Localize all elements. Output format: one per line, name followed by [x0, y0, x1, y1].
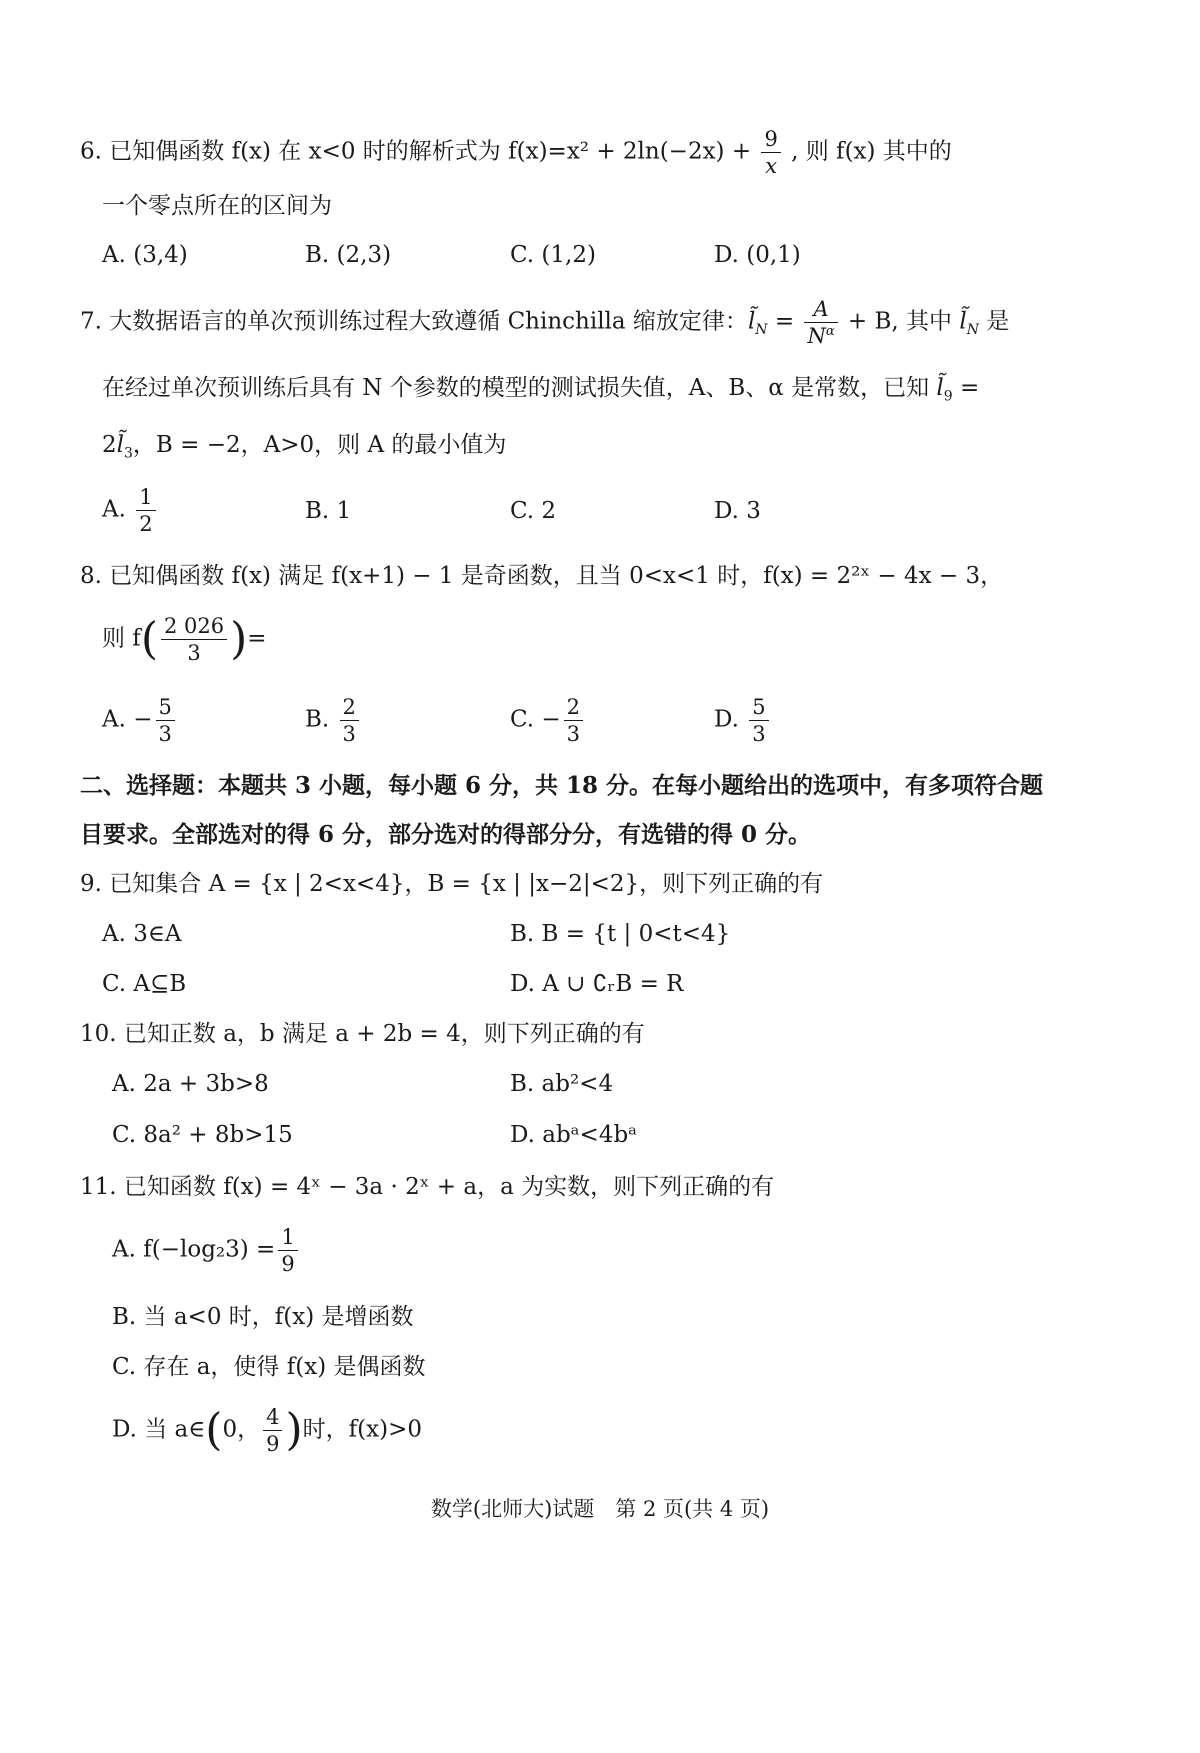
q8-option-b-den: 3 [342, 722, 356, 747]
q9-option-d: D. A ∪ ∁ᵣB = R [510, 971, 684, 997]
q9-option-c: C. A⊆B [102, 971, 187, 997]
q8-frac-num: 2 026 [161, 615, 227, 640]
q7-stem-line2 [102, 377, 979, 404]
q7-loss-sub-9: 9 [943, 388, 953, 405]
q7-fraction [804, 298, 837, 347]
q7-stem-text: 7. 大数据语言的单次预训练过程大致遵循 Chinchilla 缩放定律： [80, 308, 748, 335]
q8-option-d-fraction [749, 696, 768, 745]
q8-option-b-num: 2 [340, 696, 359, 721]
q6-frac-num: 9 [761, 128, 780, 153]
q8-option-c-num: 2 [564, 696, 583, 721]
q7-frac-num: A [804, 298, 837, 323]
q6-option-c: C. (1,2) [510, 242, 596, 268]
q7-stem-mid: + B, 其中 [847, 308, 960, 335]
q8-stem-line2 [102, 615, 267, 664]
q9-stem: 9. 已知集合 A = {x | 2<x<4}，B = {x | |x−2|<2}，则下列正确的有 [80, 871, 824, 897]
q8-option-c [510, 696, 586, 745]
q6-option-a: A. (3,4) [102, 242, 188, 268]
q11-stem: 11. 已知函数 f(x) = 4ˣ − 3a · 2ˣ + a，a 为实数，则下列正确的有 [80, 1174, 775, 1200]
q7-equals: = [767, 308, 802, 335]
q11-option-d-end: 时，f(x)>0 [302, 1416, 422, 1443]
q11-option-d [112, 1406, 422, 1455]
q8-frac-den: 3 [187, 641, 201, 666]
q8-option-d [714, 696, 772, 745]
q6-option-b: B. (2,3) [305, 242, 392, 268]
q7-option-a [102, 486, 159, 535]
q7-loss-symbol-2: l̃ [959, 308, 967, 335]
q10-stem: 10. 已知正数 a，b 满足 a + 2b = 4，则下列正确的有 [80, 1021, 645, 1047]
q7-loss-symbol-3: l̃ [936, 375, 944, 401]
q7-stem-line3-text: ，B = −2，A>0，则 A 的最小值为 [132, 432, 507, 458]
q8-option-c-den: 3 [566, 722, 581, 747]
q6-stem-line2: 一个零点所在的区间为 [102, 193, 332, 219]
q7-option-b: B. 1 [305, 498, 352, 524]
q6-frac-den: x [765, 154, 778, 179]
q11-option-b: B. 当 a<0 时，f(x) 是增函数 [112, 1304, 414, 1330]
q8-option-b-label: B. [305, 706, 337, 733]
q8-option-a-den: 3 [158, 722, 172, 747]
q11-option-a-text: A. f(−log₂3) = [112, 1236, 276, 1263]
q8-option-d-label: D. [714, 706, 747, 733]
q8-option-b-fraction [340, 696, 359, 745]
q7-option-a-fraction [136, 486, 155, 535]
q11-option-a-num: 1 [278, 1226, 297, 1251]
q8-option-c-fraction [564, 696, 583, 745]
q8-left-paren: ( [140, 613, 158, 665]
q11-option-a-fraction [278, 1226, 297, 1275]
q8-stem: 8. 已知偶函数 f(x) 满足 f(x+1) − 1 是奇函数，且当 0<x<1 时，f(x) = 2²ˣ − 4x − 3， [80, 563, 1004, 589]
q6-stem-text: 6. 已知偶函数 f(x) 在 x<0 时的解析式为 f(x)=x² + 2ln(−2x) + [80, 138, 752, 165]
q7-option-a-label: A. [102, 496, 134, 523]
q11-option-c: C. 存在 a，使得 f(x) 是偶函数 [112, 1354, 426, 1380]
q8-option-b [305, 696, 362, 745]
q8-line2-pre: 则 f [102, 625, 141, 652]
q9-option-b: B. B = {t | 0<t<4} [510, 921, 731, 947]
page-footer: 数学(北师大)试题 第 2 页(共 4 页) [430, 1497, 770, 1521]
q10-option-a: A. 2a + 3b>8 [112, 1071, 269, 1097]
q6-stem-end: , 则 f(x) 其中的 [791, 138, 952, 165]
q8-line2-post: = [247, 625, 267, 652]
q6-stem [80, 128, 952, 177]
q7-frac-den [804, 323, 837, 347]
q8-right-paren: ) [230, 613, 248, 665]
section2-heading: 二、选择题：本题共 3 小题，每小题 6 分，共 18 分。在每小题给出的选项中，有多项符合题 [80, 772, 1044, 799]
q8-fraction [161, 615, 227, 664]
q11-option-d-inner: 0， [222, 1416, 261, 1443]
section2-heading-line2: 目要求。全部选对的得 6 分，部分选对的得部分分，有选错的得 0 分。 [80, 821, 812, 848]
q11-option-d-text: D. 当 a∈ [112, 1416, 206, 1443]
q7-loss-symbol-4: l̃ [116, 432, 124, 458]
q8-option-a [102, 696, 178, 745]
q10-option-d: D. abᵃ<4bᵃ [510, 1122, 638, 1148]
q8-option-a-num: 5 [156, 696, 175, 721]
q7-option-d: D. 3 [714, 498, 761, 524]
q11-option-a-den: 9 [281, 1252, 295, 1277]
q7-option-a-num: 1 [136, 486, 155, 511]
q6-option-d: D. (0,1) [714, 242, 801, 268]
q8-option-a-fraction [156, 696, 175, 745]
q11-left-paren: ( [205, 1404, 223, 1456]
q11-right-paren: ) [285, 1404, 303, 1456]
q7-stem-line3 [102, 434, 506, 461]
q7-option-c: C. 2 [510, 498, 557, 524]
q11-option-d-den: 9 [266, 1432, 280, 1457]
q7-loss-sub-2: N [966, 322, 979, 339]
q11-option-d-fraction [263, 1406, 282, 1455]
q8-option-a-label: A. − [102, 706, 153, 733]
q8-option-d-num: 5 [749, 696, 768, 721]
q11-option-a [112, 1226, 301, 1275]
q7-loss-sub-3: 3 [124, 445, 133, 462]
q7-loss-sub: N [755, 322, 768, 339]
q8-option-d-den: 3 [752, 722, 766, 747]
q7-option-a-den: 2 [139, 512, 153, 537]
q7-equals-2: = [952, 375, 980, 401]
q8-option-c-label: C. − [510, 706, 561, 733]
q7-stem-end: 是 [978, 308, 1010, 335]
q7-frac-den-exp: α [825, 324, 835, 340]
q7-loss-symbol: l̃ [747, 308, 756, 335]
q10-option-c: C. 8a² + 8b>15 [112, 1122, 293, 1148]
q9-option-a: A. 3∈A [102, 921, 182, 947]
q6-fraction [761, 128, 780, 177]
q7-stem [80, 298, 1009, 347]
q7-stem-line2-text: 在经过单次预训练后具有 N 个参数的模型的测试损失值，A、B、α 是常数，已知 [102, 375, 937, 401]
q7-frac-den-base: N [807, 324, 826, 349]
q7-line3-two: 2 [102, 432, 117, 458]
q10-option-b: B. ab²<4 [510, 1071, 614, 1097]
q11-option-d-num: 4 [263, 1406, 282, 1431]
